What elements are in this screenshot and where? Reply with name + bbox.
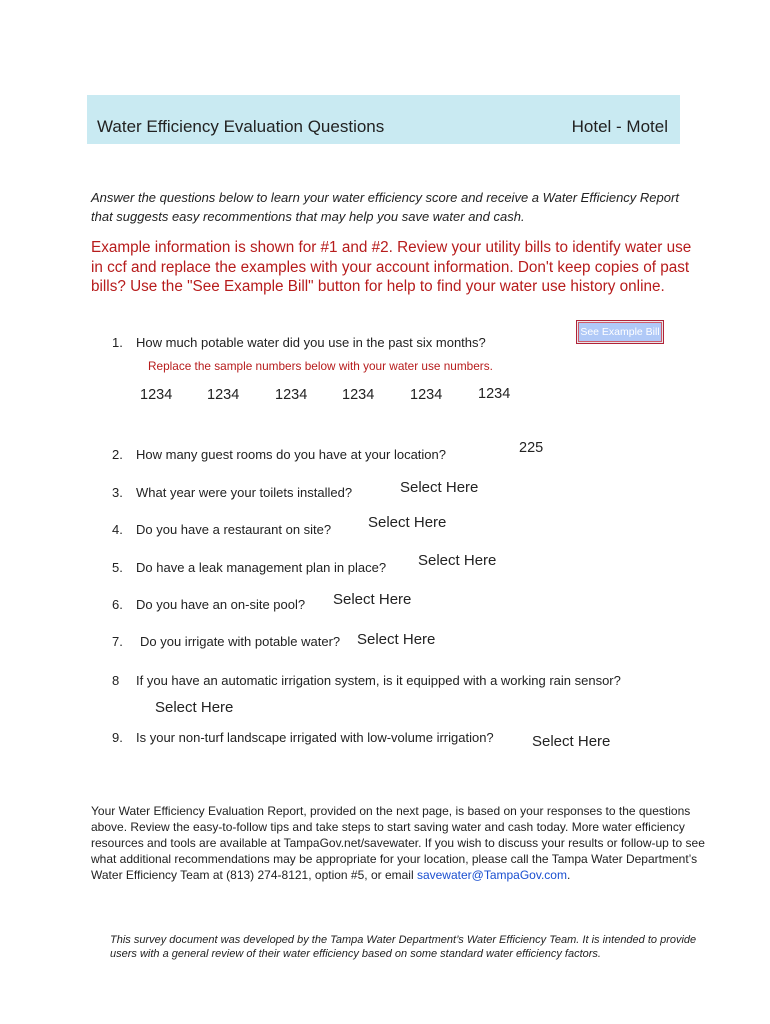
pool-select[interactable]: Select Here — [333, 591, 412, 608]
irrigate-select[interactable]: Select Here — [357, 631, 436, 648]
restaurant-select[interactable]: Select Here — [368, 514, 447, 531]
title-banner — [87, 95, 680, 144]
question-5-text: Do have a leak management plan in place? — [136, 560, 387, 575]
question-9-text: Is your non-turf landscape irrigated with low-volume irrigation? — [136, 730, 494, 745]
see-example-bill-button[interactable] — [576, 320, 664, 344]
question-8-text: If you have an automatic irrigation system, is it equipped with a working rain sensor? — [136, 673, 621, 688]
question-3-number: 3. — [112, 485, 123, 500]
leak-plan-select[interactable]: Select Here — [418, 552, 497, 569]
rain-sensor-select[interactable]: Select Here — [155, 699, 234, 716]
example-note: Example information is shown for #1 and #2. Review your utility bills to identify water use in ccf and replace the examples with your account information. Don't keep copies of past bills? Use the "See Example Bill" button for help to find your water use history online. — [91, 239, 692, 295]
q1-month-4-input[interactable]: 1234 — [342, 387, 375, 403]
question-7-text: Do you irrigate with potable water? — [140, 634, 341, 649]
email-link[interactable]: savewater@TampaGov.com — [416, 868, 567, 882]
q1-month-3-input[interactable]: 1234 — [275, 387, 308, 403]
q1-hint: Replace the sample numbers below with your water use numbers. — [148, 359, 493, 373]
low-volume-select[interactable]: Select Here — [532, 733, 611, 750]
q1-month-1-input[interactable]: 1234 — [140, 387, 173, 403]
question-6-text: Do you have an on-site pool? — [136, 597, 306, 612]
question-9-number: 9. — [112, 730, 123, 745]
report-end: . — [566, 868, 571, 882]
q1-month-5-input[interactable]: 1234 — [410, 387, 443, 403]
question-4-text: Do you have a restaurant on site? — [136, 522, 332, 537]
facility-type: Hotel - Motel — [571, 117, 668, 136]
question-7-number: 7. — [112, 634, 123, 649]
footer-note: This survey document was developed by the Tampa Water Department’s Water Efficiency Team. It is intended to provide users with a general review of their water efficiency based on some standard water efficiency factors. — [110, 934, 697, 960]
question-1-number: 1. — [112, 335, 123, 350]
question-4-number: 4. — [112, 522, 123, 537]
question-5-number: 5. — [112, 560, 123, 575]
intro-text: Answer the questions below to learn your water efficiency score and receive a Water Efficiency Report that suggests easy recommentions that may help you save water and cash. — [91, 190, 679, 224]
question-3-text: What year were your toilets installed? — [136, 485, 353, 500]
question-8-number: 8 — [112, 673, 120, 688]
toilet-year-select[interactable]: Select Here — [400, 479, 479, 496]
question-1-text: How much potable water did you use in the past six months? — [136, 335, 486, 350]
guest-rooms-input[interactable]: 225 — [519, 440, 544, 456]
question-2-text: How many guest rooms do you have at your location? — [136, 447, 447, 462]
see-example-bill-label: See Example Bill — [578, 322, 662, 342]
q1-month-6-input[interactable]: 1234 — [478, 386, 511, 402]
report-text: Your Water Efficiency Evaluation Report, provided on the next page, is based on your responses to the questions above. Review the easy-to-follow tips and take steps to start saving water and cash today. More water efficiency resources and tools are available at TampaGov.net/savewater. If you wish to discuss your results or follow-up to see what additional recommendations may be appropriate for your location, please call the Tampa Water Department’s Water Efficiency Team at (813) 274-8121, option #5, or email — [91, 804, 705, 882]
question-6-number: 6. — [112, 597, 123, 612]
question-2-number: 2. — [112, 447, 123, 462]
q1-month-2-input[interactable]: 1234 — [207, 387, 240, 403]
page-title: Water Efficiency Evaluation Questions — [97, 117, 385, 136]
report-paragraph — [91, 803, 711, 883]
